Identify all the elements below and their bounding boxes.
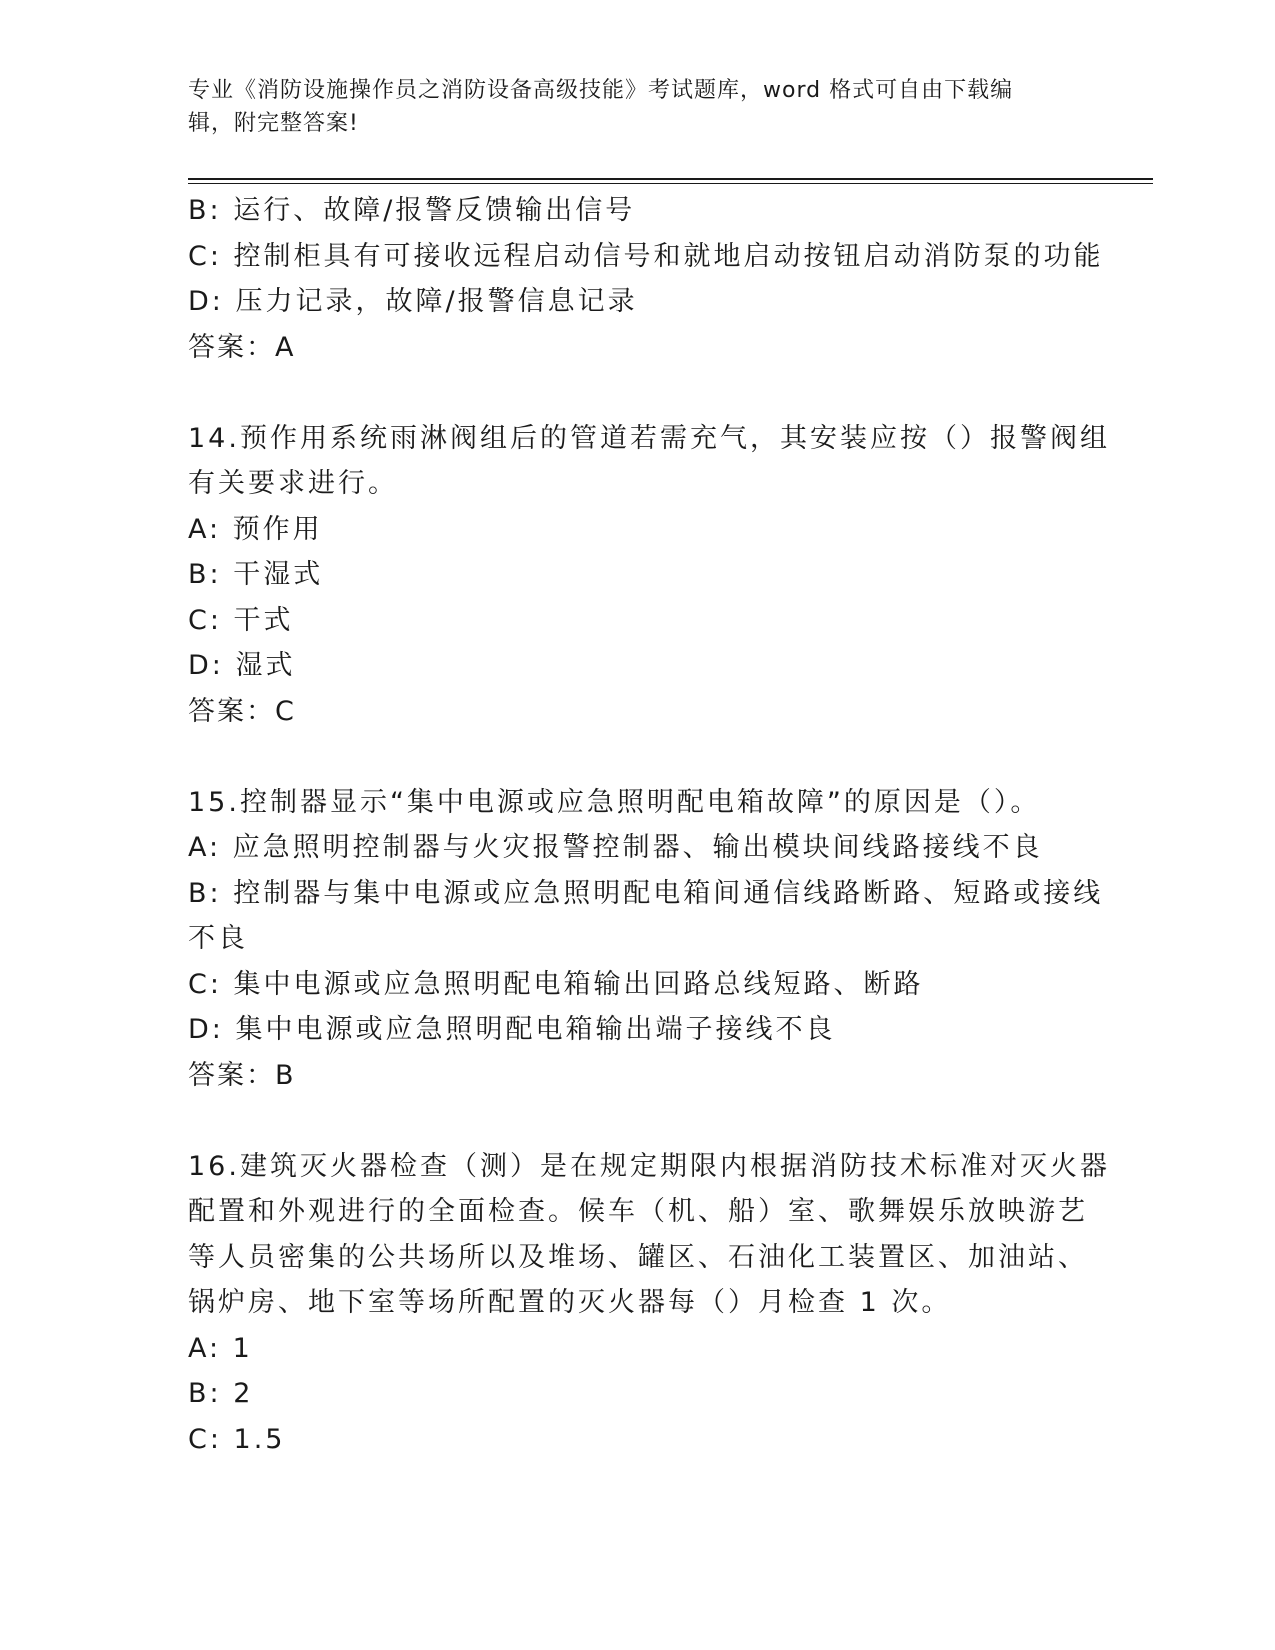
option-a: A: 应急照明控制器与火灾报警控制器、输出模块间线路接线不良 [188, 832, 1043, 863]
question-stem: 15.控制器显示“集中电源或应急照明配电箱故障”的原因是（）。 [188, 786, 1041, 818]
option-a: A: 预作用 [188, 513, 323, 545]
option-c: C: 控制柜具有可接收远程启动信号和就地启动按钮启动消防泵的功能 [188, 240, 1104, 272]
option-b: B: 干湿式 [188, 559, 324, 590]
answer-text: 答案：C [188, 695, 296, 727]
header-line-1: 专业《消防设施操作员之消防设备高级技能》考试题库，word 格式可自由下载编 [188, 78, 1014, 103]
question-stem: 锅炉房、地下室等场所配置的灭火器每（）月检查 1 次。 [188, 1287, 952, 1318]
answer-text: 答案：A [188, 331, 296, 363]
question-stem: 14.预作用系统雨淋阀组后的管道若需充气，其安装应按（）报警阀组 [188, 422, 1110, 454]
header-divider-thin [188, 183, 1153, 184]
option-d: D: 湿式 [188, 650, 296, 681]
question-stem: 配置和外观进行的全面检查。候车（机、船）室、歌舞娱乐放映游艺 [188, 1196, 1088, 1227]
option-d: D: 压力记录，故障/报警信息记录 [188, 286, 638, 317]
question-14 [188, 416, 1110, 735]
question-15 [188, 780, 1104, 1099]
question-13 [188, 188, 1104, 370]
option-a: A: 1 [188, 1332, 253, 1364]
question-stem: 有关要求进行。 [188, 468, 398, 499]
question-stem: 等人员密集的公共场所以及堆场、罐区、石油化工装置区、加油站、 [188, 1241, 1088, 1273]
option-b: B: 运行、故障/报警反馈输出信号 [188, 195, 636, 226]
header-line-2: 辑，附完整答案! [188, 111, 359, 136]
question-stem: 16.建筑灭火器检查（测）是在规定期限内根据消防技术标准对灭火器 [188, 1150, 1110, 1182]
option-d: D: 集中电源或应急照明配电箱输出端子接线不良 [188, 1014, 836, 1045]
answer-text: 答案：B [188, 1059, 296, 1091]
option-c: C: 集中电源或应急照明配电箱输出回路总线短路、断路 [188, 968, 924, 1000]
document-header [188, 74, 1068, 140]
option-c: C: 干式 [188, 604, 294, 636]
spacer [188, 734, 1088, 780]
option-b: B: 控制器与集中电源或应急照明配电箱间通信线路断路、短路或接线 [188, 877, 1104, 909]
option-b: B: 2 [188, 1378, 254, 1409]
option-b-continued: 不良 [188, 923, 248, 954]
option-c: C: 1.5 [188, 1423, 286, 1455]
document-body [188, 188, 1110, 1462]
question-16 [188, 1144, 1110, 1463]
spacer [188, 1098, 1088, 1144]
header-divider-thick [188, 178, 1153, 180]
spacer [188, 370, 1088, 416]
